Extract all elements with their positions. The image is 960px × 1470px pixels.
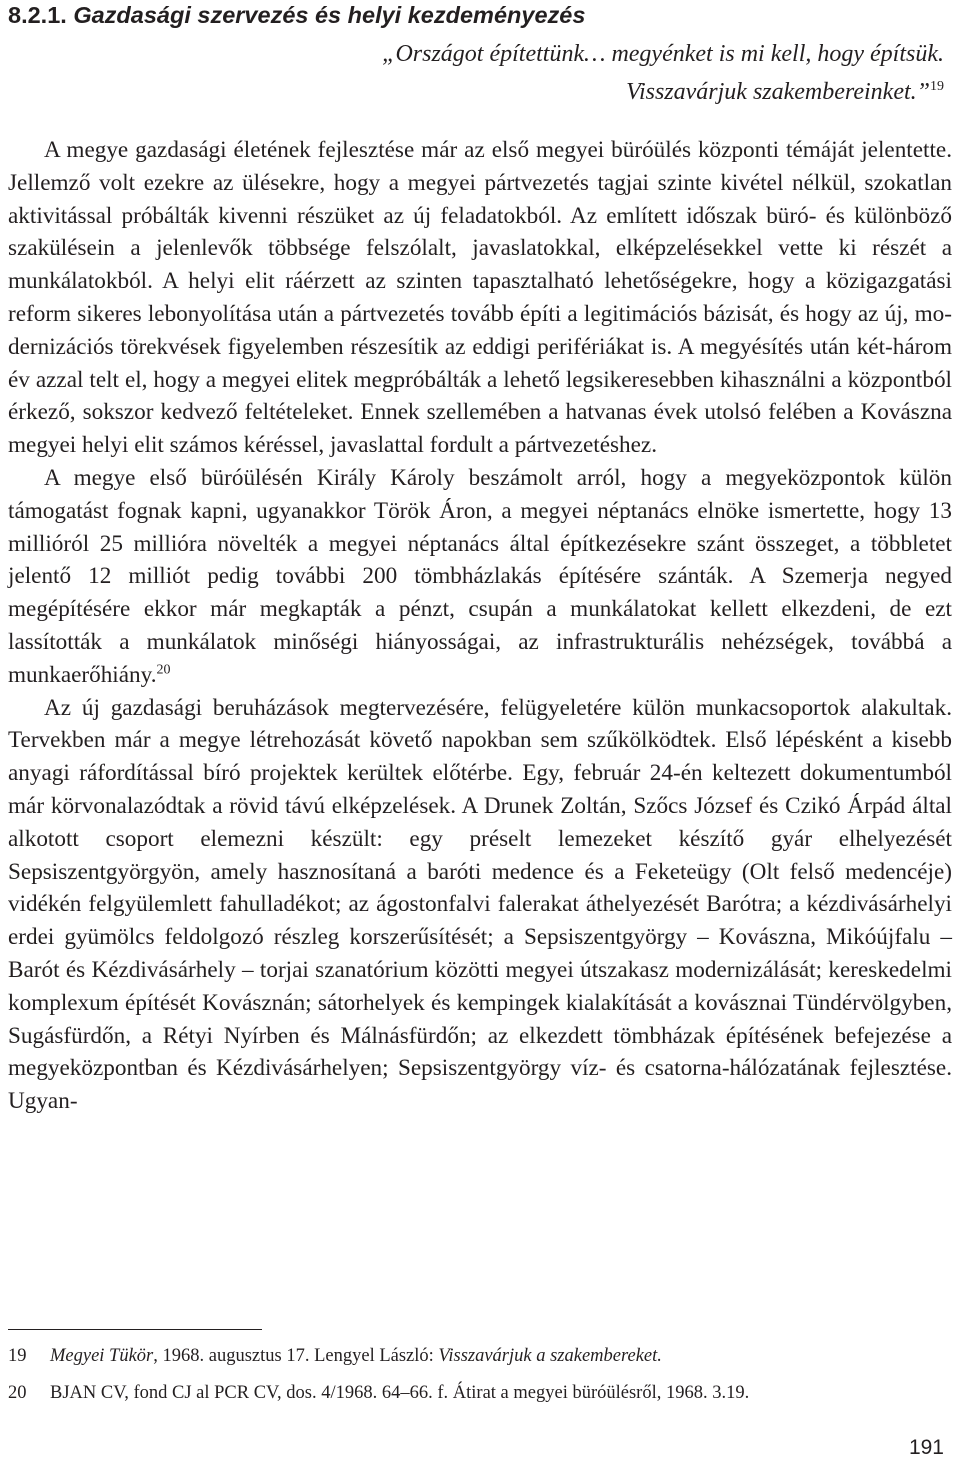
paragraph-3 bbox=[8, 692, 952, 1118]
page-number: 191 bbox=[908, 1436, 944, 1459]
paragraph-1 bbox=[8, 134, 952, 462]
epigraph-line-2: Visszavárjuk szakembereinket.” bbox=[626, 78, 930, 105]
footnote-ref-19[interactable]: 19 bbox=[930, 78, 944, 94]
footnote-source-title: Megyei Tükör bbox=[50, 1346, 154, 1366]
footnote-number: 20 bbox=[8, 1383, 27, 1403]
footnote-text bbox=[50, 1338, 662, 1375]
section-number: 8.2.1. bbox=[8, 2, 67, 28]
section-title: Gazdasági szervezés és helyi kezdeményezés bbox=[66, 2, 586, 28]
section-heading bbox=[8, 2, 585, 29]
epigraph-line-1: „Országot építettünk… megyénket is mi kell, hogy építsük. bbox=[382, 41, 944, 67]
epigraph bbox=[44, 38, 944, 108]
footnote-detail: , 1968. augusztus 17. Lengyel László: bbox=[153, 1346, 439, 1366]
footnote-divider bbox=[8, 1329, 262, 1330]
footnote-text: BJAN CV, fond CJ al PCR CV, dos. 4/1968. 64–66. f. Átirat a megyei büróülésről, 1968. 3.19. bbox=[50, 1383, 750, 1403]
footnotes bbox=[8, 1338, 952, 1412]
footnote-article-title: Visszavárjuk a szakembereket. bbox=[438, 1346, 662, 1366]
footnote-ref-20[interactable]: 20 bbox=[156, 662, 171, 678]
paragraph-2 bbox=[8, 462, 952, 692]
footnote-20 bbox=[8, 1375, 952, 1412]
footnote-19 bbox=[8, 1338, 952, 1375]
paragraph-3-text: Az új gazdasági beruházások megtervezésére, felügyeletére külön munkacsoportok alakultak. Tervekben már a megye létrehozását követő napokban sem szűkölködtek. Első lépésként a kisebb anyagi ráfordítással bíró projektek kerültek előtérbe. Egy, február 24-én keltezett dokumentumból már körvonalazódtak a rövid távú elképzelések. A Drunek Zoltán, Szőcs József és Czikó Árpád által alkotott csoport elemezni készült: egy préselt lemezeket készítő gyár elhelyezését Sepsiszentgyörgyön, amely hasznosítaná a baróti medence és a Feketeügy (Olt felső medencéje) vidékén felgyülemlett fahulladékot; az ágostonfalvi falerakat áthelyezését Barótra; a kézdivásárhelyi erdei gyümölcs feldolgozó részleg korszerűsítését; a Sepsiszentgyörgy – Kovászna, Mikóújfalu – Barót és Kézdivásárhely – torjai szanatórium közötti megyei útszakasz modernizálását; kereskedelmi komplexum építését Kovásznán; sátorhelyek és kempingek kialakítását a kovásznai Tündérvölgyben, Sugásfürdőn, a Rétyi Nyírben és Málnásfürdőn; az elkezdett tömbházak építésének befejezése a megyeközpontban és Kézdivásárhelyen; Sepsiszentgyörgy víz- és csatorna-hálózatának fejlesztése. Ugyan- bbox=[8, 694, 952, 1115]
paragraph-1-text: A megye gazdasági életének fejlesztése már az első megyei büróülés központi témáját jelentette. Jellemző volt ezekre az ülésekre, hogy a megyei pártvezetés tagjai szinte kivétel nélkül, szokatlan aktivitással próbálták kivenni részüket az új feladatokból. Az említett időszak büró- és különböző szakülésein a jelenlevők többsége felszólalt, javaslatokkal, elképzelésekkel vette ki részét a munkálatokból. A helyi elit ráérzett az szinten tapasztalható lehetőségekre, hogy a közigazgatási reform sikeres lebonyolítása után a pártvezetés tovább építi a legitimációs bázisát, és hogy az új, modernizációs törekvések figyelemben részesítik az eddigi perifériákat is. A megyésítés után két-három év azzal telt el, hogy a megyei elitek megpróbálták a lehető legsikeresebben kihasználni a központból érkező, sokszor kedvező feltételeket. Ennek szellemében a hatvanas évek utolsó felében a Kovászna megyei helyi elit számos kéréssel, javaslattal fordult a pártvezetéshez. bbox=[8, 137, 952, 459]
paragraph-2-text: A megye első büróülésén Király Károly beszámolt arról, hogy a megyeközpontok külön támogatást fognak kapni, ugyanakkor Török Áron, a megyei néptanács elnöke ismertette, hogy 13 millióról 25 millióra növelték a megyei néptanács által építkezésekre szánt összeget, a többletet jelentő 12 milliót pedig további 200 tömbházlakás építésére szánták. A Szemerja negyed megépítésére ekkor már megkapták a pénzt, csupán a munkálatokat kellett elkezdeni, de ezt lassították a munkálatok minőségi hiányosságai, az infrastrukturális nehézségek, továbbá a munkaerőhiány. bbox=[8, 464, 952, 688]
body-text bbox=[8, 134, 952, 1118]
footnote-number: 19 bbox=[8, 1346, 27, 1366]
